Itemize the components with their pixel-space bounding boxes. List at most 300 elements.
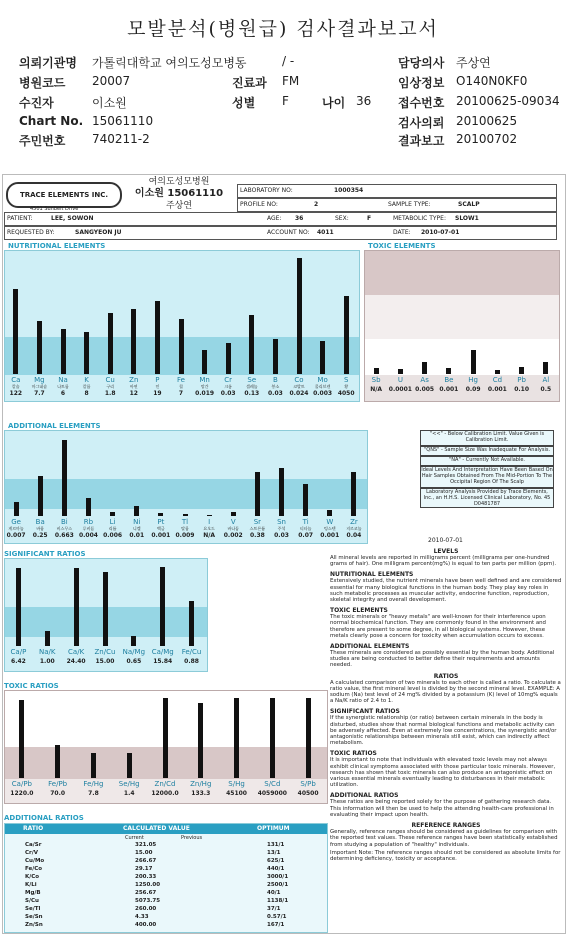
header-previous: Previous: [181, 835, 203, 841]
additional-name-pt: Pt: [157, 518, 165, 526]
nutritional-note-title: NUTRITIONAL ELEMENTS: [330, 571, 414, 579]
additional-value-ni: 0.01: [129, 532, 145, 539]
significant-bar-ca-p: [16, 568, 21, 646]
ratio-value: 256.67: [135, 890, 157, 896]
toxic-name-sb: Sb: [371, 376, 381, 384]
additional-korean-rb: 루비듐: [82, 526, 95, 531]
profile-row: PROFILE NO: 2 SAMPLE TYPE: SCALP: [237, 198, 557, 212]
nutritional-value-ca: 122: [9, 390, 23, 397]
toxic-ratio-bar-se-hg: [127, 753, 132, 778]
additional-name-li: Li: [109, 518, 116, 526]
institution-value: 가톨릭대학교 여의도성모병동: [92, 56, 247, 70]
additional-korean-tl: 탈륨: [181, 526, 189, 531]
additional-korean-ti: 티타늄: [299, 526, 312, 531]
ratio-name: Se/Sn: [25, 914, 43, 920]
ratio-name: Ca/Sr: [25, 842, 42, 848]
nutritional-value-s: 4050: [337, 390, 355, 397]
toxic-bar-be: [446, 368, 451, 374]
nutritional-bar-zn: [131, 309, 136, 374]
nutritional-korean-mg: 마그네슘: [31, 384, 48, 389]
ranges-note-title: REFERENCE RANGES: [411, 822, 481, 830]
additional-value-ti: 0.07: [298, 532, 314, 539]
levels-title: LEVELS: [433, 548, 459, 555]
additional-bar-w: [327, 510, 332, 516]
toxic-note-title: TOXIC ELEMENTS: [330, 607, 388, 615]
ratio-optimum: 2500/1: [267, 882, 289, 888]
toxic-name-hg: Hg: [468, 376, 478, 384]
patient-row: PATIENT: LEE, SOWON AGE: 36 SEX: F METABOLIC TYPE: SLOW1: [4, 212, 557, 226]
nutritional-korean-p: 인: [155, 384, 160, 389]
toxic-ratio-bar-ca-pb: [19, 700, 24, 778]
ratio-name: Cr/V: [25, 850, 39, 856]
additional-name-sn: Sn: [277, 518, 286, 526]
toxic-bar-hg: [471, 350, 476, 374]
significant-value-ca-p: 6.42: [11, 658, 26, 665]
toxic-ratio-bar-zn-cd: [163, 698, 168, 778]
ratio-value: 5073.75: [135, 898, 161, 904]
ratio-optimum: 131/1: [267, 842, 285, 848]
ratio-value: 1250.00: [135, 882, 161, 888]
additional-value-sn: 0.03: [274, 532, 289, 539]
significant-bar-ca-mg: [160, 567, 165, 646]
toxic-bar-pb: [519, 367, 524, 374]
additional-value-pt: 0.001: [151, 532, 171, 539]
additional-ratio-row: [5, 890, 327, 898]
additional-bar-ni: [134, 506, 139, 516]
dept-label: 진료과: [232, 76, 267, 90]
additional-bar-sn: [279, 468, 284, 516]
significant-name-na-mg: Na/Mg: [122, 648, 146, 656]
legend-qns: "QNS" - Sample Size Was Inadequate For Analysis.: [420, 446, 554, 456]
additional-bar-sr: [255, 472, 260, 516]
toxic-value-as: 0.005: [415, 386, 435, 393]
additional-korean-v: 바나듐: [227, 526, 240, 531]
toxic-bar-al: [543, 362, 548, 374]
additional-ratio-row: [5, 850, 327, 858]
significant-name-ca-p: Ca/P: [10, 648, 27, 656]
toxic-name-al: Al: [542, 376, 550, 384]
toxicratios-note-text: It is important to note that individuals with elevated toxic levels may not always exhibit clinical symptoms associated with those particular toxic minerals. However, research has shown that toxic minerals can also produce an antagonistic effect on various essential minerals eventually leading to disturbances in their metabolic utilization.: [330, 757, 556, 789]
significant-title: SIGNIFICANT RATIOS: [4, 550, 86, 558]
additional-korean-zr: 지르코늄: [346, 526, 362, 531]
toxic-ratio-name-s-cd: S/Cd: [264, 780, 281, 788]
additional-name-zr: Zr: [350, 518, 358, 526]
lab-address: 4501 Sunbelt Drive: [30, 206, 79, 212]
ranges-note-text: Generally, reference ranges should be considered as guidelines for comparison with the reported test values. These reference ranges have been statistically established from studying a population of "healthy" individuals.: [330, 829, 558, 848]
toxic-bars: [364, 250, 558, 374]
significant-labels: [4, 648, 206, 670]
lab-logo: TRACE ELEMENTS INC.: [6, 182, 122, 208]
nutritional-korean-k: 칼륨: [82, 384, 91, 389]
toxic-ratio-name-se-hg: Se/Hg: [118, 780, 140, 788]
significant-value-na-mg: 0.65: [126, 658, 142, 665]
patient-value: 이소원: [92, 96, 127, 110]
nutritional-korean-cr: 크롬: [224, 384, 233, 389]
ratio-name: Fe/Co: [25, 866, 43, 872]
institution-extra: / -: [282, 54, 295, 68]
ratios-note-text: A calculated comparison of two minerals to each other is called a ratio. To calculate a ratio value, the first mineral level is divided by the second mineral level. EXAMPLE: A sodium (Na) test level of 24 mg% divided by a potassium (K) level of 10mg% equals a Na/K ratio of 2.4 to 1.: [330, 679, 561, 705]
nutritional-value-mo: 0.003: [313, 390, 333, 397]
ratios-note-title: RATIOS: [433, 672, 459, 680]
patient-stamp: 여의도성모병원 이소원 15061110 주상연: [134, 177, 224, 211]
additional-ratio-row: [5, 882, 327, 890]
additional-name-tl: Tl: [181, 518, 189, 526]
additional-ratio-row: [5, 842, 327, 850]
toxic-value-cd: 0.001: [487, 386, 507, 393]
requested-row: REQUESTED BY: SANGYEON JU ACCOUNT NO: 4011 DATE: 2010-07-01: [4, 226, 557, 240]
significant-value-na-k: 1.00: [39, 658, 55, 665]
toxic-ratios-bars: [4, 690, 326, 778]
idnum-value: 740211-2: [92, 132, 150, 146]
additional-name-v: V: [230, 518, 236, 526]
additional-title: ADDITIONAL ELEMENTS: [8, 422, 101, 430]
legend-below-limit: "<<" - Below Calibration Limit. Value Given is Calibration Limit.: [420, 430, 554, 446]
toxic-note-text: The toxic minerals or "heavy metals" are well-known for their interference upon normal biochemical function. They are commonly found in the environment and therefore are present to some degree, in all biological systems. However, these metals clearly pose a concern for toxicity when accumulation occurs to excess.: [330, 614, 546, 639]
ratio-value: 400.00: [135, 922, 157, 928]
nutritional-korean-ca: 칼슘: [11, 384, 20, 389]
nutritional-bars: [4, 250, 358, 374]
significant-name-ca-k: Ca/K: [68, 648, 85, 656]
nutritional-korean-fe: 철: [179, 384, 183, 389]
toxic-ratio-value-fe-pb: 70.0: [50, 790, 66, 797]
additional-name-ge: Ge: [11, 518, 21, 526]
significant-name-fe-cu: Fe/Cu: [181, 648, 202, 656]
additional-bar-rb: [86, 498, 91, 516]
ratio-value: 266.67: [135, 858, 157, 864]
hospital-code-value: 20007: [92, 74, 131, 88]
report-label: 결과보고: [398, 134, 445, 148]
nutritional-bar-mn: [202, 350, 207, 374]
toxic-value-al: 0.5: [540, 386, 552, 393]
toxic-name-cd: Cd: [492, 376, 503, 384]
toxic-ratio-value-ca-pb: 1220.0: [10, 790, 34, 797]
report-value: 20100702: [456, 132, 518, 146]
legend-na: "NA" - Currently Not Available.: [420, 456, 554, 466]
additional-value-w: 0.001: [320, 532, 340, 539]
additional-note-text: These minerals are considered as possibly essential by the human body. Additional studies are being conducted to better define their requirements and amounts needed.: [330, 650, 555, 669]
nutritional-bar-co: [297, 258, 302, 374]
legend-ideal-levels: Ideal Levels And Interpretation Have Been Based On Hair Samples Obtained From The Mid-Portion To The Occipital Region Of The Scalp: [420, 466, 554, 488]
toxic-ratio-value-fe-hg: 7.8: [88, 790, 99, 797]
age-value: 36: [356, 94, 372, 108]
additional-korean-w: 텅스텐: [323, 526, 336, 531]
additional-bar-ba: [38, 476, 43, 516]
chart-label: Chart No.: [19, 114, 84, 128]
additional-name-i: I: [208, 518, 211, 526]
additional-bar-i: [207, 515, 212, 516]
nutritional-korean-mo: 몰리브덴: [314, 384, 331, 389]
nutritional-title: NUTRITIONAL ELEMENTS: [8, 242, 106, 250]
ratio-optimum: 1138/1: [267, 898, 289, 904]
ratio-value: 260.00: [135, 906, 157, 912]
additional-korean-sr: 스트론튬: [249, 526, 266, 531]
ratio-optimum: 40/1: [267, 890, 281, 896]
significant-name-na-k: Na/K: [39, 648, 56, 656]
additional-name-ni: Ni: [133, 518, 141, 526]
additional-ratio-row: [5, 866, 327, 874]
nutritional-bar-p: [155, 301, 160, 374]
ratio-name: K/Li: [25, 882, 37, 888]
nutritional-name-s: S: [343, 376, 349, 384]
additional-value-i: N/A: [203, 532, 216, 539]
ratio-name: Se/Tl: [25, 906, 41, 912]
ratio-name: Cu/Mo: [25, 858, 45, 864]
ratio-name: K/Co: [25, 874, 40, 880]
additional-korean-sn: 주석: [277, 526, 286, 531]
toxic-value-pb: 0.10: [514, 386, 530, 393]
toxic-ratio-name-ca-pb: Ca/Pb: [11, 780, 32, 788]
nutritional-korean-se: 셀레늄: [246, 384, 258, 389]
nutritional-korean-b: 붕소: [271, 384, 280, 389]
ratio-optimum: 440/1: [267, 866, 285, 872]
significant-bars: [4, 558, 206, 646]
toxic-bar-sb: [374, 368, 379, 374]
toxic-ratio-name-zn-hg: Zn/Hg: [190, 780, 212, 788]
nutritional-korean-mn: 망간: [200, 384, 209, 389]
age-label: 나이: [322, 96, 346, 110]
toxic-value-hg: 0.09: [465, 386, 481, 393]
legend-lab-license: Laboratory Analysis Provided by Trace Elements, Inc., an H.H.S. Licensed Clinical Laboratory, No. 45 D0481787: [420, 488, 554, 508]
receipt-value: 20100625-09034: [456, 94, 560, 108]
toxic-ratio-value-s-hg: 45100: [226, 790, 247, 797]
additional-bar-li: [110, 512, 115, 516]
ratio-optimum: 0.57/1: [267, 914, 287, 920]
additional-value-v: 0.002: [223, 532, 243, 539]
nutritional-value-co: 0.024: [289, 390, 309, 397]
additional-bar-v: [231, 512, 236, 516]
ratio-value: 29.17: [135, 866, 153, 872]
nutritional-labels: [4, 376, 358, 400]
nutritional-bar-b: [273, 339, 278, 374]
additional-ratio-row: [5, 874, 327, 882]
ratio-optimum: 37/1: [267, 906, 281, 912]
nutritional-name-zn: Zn: [129, 376, 139, 384]
significant-value-zn-cu: 15.00: [95, 658, 115, 665]
toxic-bar-u: [398, 369, 403, 374]
dept-value: FM: [282, 74, 300, 88]
nutritional-value-zn: 12: [129, 390, 138, 397]
doctor-value: 주상연: [456, 56, 491, 70]
nutritional-bar-na: [61, 329, 66, 374]
significant-name-zn-cu: Zn/Cu: [94, 648, 116, 656]
toxic-ratios-labels: [4, 780, 326, 802]
nutritional-name-mn: Mn: [199, 376, 210, 384]
additional-name-rb: Rb: [83, 518, 94, 526]
toxic-name-u: U: [397, 376, 403, 384]
additional-value-tl: 0.009: [175, 532, 195, 539]
nutritional-name-se: Se: [247, 376, 257, 384]
additional-korean-ni: 니켈: [132, 526, 141, 531]
additional-korean-ge: 게르마늄: [8, 526, 24, 531]
nutritional-name-ca: Ca: [11, 376, 21, 384]
toxic-labels: [364, 376, 558, 400]
ratio-value: 321.05: [135, 842, 157, 848]
nutritional-bar-s: [344, 296, 349, 374]
nutritional-value-mn: 0.019: [195, 390, 215, 397]
nutritional-name-p: P: [155, 376, 160, 384]
additional-value-rb: 0.004: [78, 532, 98, 539]
nutritional-name-b: B: [272, 376, 278, 384]
toxic-ratios-title: TOXIC RATIOS: [4, 682, 59, 690]
additional-value-sr: 0.38: [249, 532, 265, 539]
significant-value-ca-k: 24.40: [66, 658, 86, 665]
ratio-value: 15.00: [135, 850, 153, 856]
toxic-bar-as: [422, 362, 427, 374]
chart-value: 15061110: [92, 114, 154, 128]
nutritional-value-cu: 1.8: [104, 390, 116, 397]
nutritional-value-b: 0.03: [267, 390, 283, 397]
levels-text: All mineral levels are reported in milligrams percent (milligrams per one-hundred grams of hair). One milligram percent(mg%) is equal to ten parts per million (ppm).: [330, 555, 557, 568]
significant-name-ca-mg: Ca/Mg: [151, 648, 174, 656]
nutritional-name-na: Na: [58, 376, 68, 384]
additional-ratio-row: [5, 914, 327, 922]
sex-label: 성별: [232, 96, 256, 110]
nutritional-bar-cu: [108, 313, 113, 374]
toxic-value-u: 0.0001: [388, 386, 412, 393]
nutritional-korean-cu: 구리: [106, 384, 115, 389]
notes-column: [330, 548, 562, 932]
toxic-ratio-name-fe-hg: Fe/Hg: [83, 780, 104, 788]
additional-name-w: W: [326, 518, 334, 526]
sex-value: F: [282, 94, 289, 108]
additional-name-ba: Ba: [35, 518, 45, 526]
request-value: 20100625: [456, 114, 518, 128]
toxic-ratio-value-s-cd: 4059000: [257, 790, 287, 797]
additional-ratio-row: [5, 858, 327, 866]
addratios-note-title: ADDITIONAL RATIOS: [330, 792, 399, 800]
nutritional-name-co: Co: [294, 376, 304, 384]
lab-no-row: LABORATORY NO: 1000354: [237, 184, 557, 198]
nutritional-value-cr: 0.03: [220, 390, 236, 397]
significant-value-fe-cu: 0.88: [184, 658, 199, 665]
toxic-name-pb: Pb: [517, 376, 526, 384]
request-label: 검사의뢰: [398, 116, 445, 130]
additional-bar-zr: [351, 472, 356, 516]
toxic-ratio-name-zn-cd: Zn/Cd: [154, 780, 176, 788]
nutritional-korean-co: 코발트: [293, 384, 305, 389]
addratios-note-text: These ratios are being reported solely for the purpose of gathering research data. This information will then be used to help the attending health-care professional in evaluating their impact upon health.: [330, 799, 554, 818]
additional-bar-pt: [158, 513, 163, 516]
toxic-ratio-name-s-pb: S/Pb: [300, 780, 316, 788]
toxic-bar-cd: [495, 370, 500, 374]
nutritional-value-p: 19: [153, 390, 162, 397]
significant-bar-fe-cu: [189, 601, 194, 646]
nutritional-bar-ca: [13, 289, 18, 374]
additional-korean-ba: 바륨: [36, 526, 45, 531]
toxic-name-as: As: [420, 376, 429, 384]
ratio-name: Mg/B: [25, 890, 41, 896]
additional-korean-i: 요오드: [203, 526, 215, 531]
additional-name-sr: Sr: [253, 518, 262, 526]
toxic-value-sb: N/A: [370, 386, 383, 393]
additional-bar-ge: [14, 502, 19, 516]
additional-ratios-table: [4, 823, 328, 933]
report-date: 2010-07-01: [428, 537, 463, 544]
institution-label: 의뢰기관명: [19, 56, 77, 70]
ratio-value: 4.33: [135, 914, 149, 920]
significant-bar-ca-k: [74, 568, 79, 646]
nutritional-bar-cr: [226, 343, 231, 374]
ratio-optimum: 625/1: [267, 858, 285, 864]
additional-value-zr: 0.04: [346, 532, 362, 539]
toxic-ratio-value-s-pb: 40500: [297, 790, 319, 797]
receipt-label: 접수번호: [398, 96, 445, 110]
toxic-ratio-value-zn-cd: 12000.0: [151, 790, 179, 797]
toxic-ratio-bar-s-hg: [234, 698, 239, 778]
additional-labels: [4, 518, 366, 542]
additional-value-bi: 0.663: [54, 532, 74, 539]
significant-value-ca-mg: 15.84: [153, 658, 173, 665]
nutritional-korean-s: 황: [344, 384, 349, 389]
additional-value-ba: 0.25: [32, 532, 48, 539]
toxicratios-note-title: TOXIC RATIOS: [330, 750, 377, 758]
ratio-optimum: 3000/1: [267, 874, 289, 880]
doctor-label: 담당의사: [398, 56, 445, 70]
toxic-ratio-name-s-hg: S/Hg: [228, 780, 245, 788]
nutritional-value-k: 8: [84, 390, 89, 397]
significant-bar-na-mg: [131, 636, 136, 646]
nutritional-name-fe: Fe: [177, 376, 185, 384]
patient-label: 수진자: [19, 96, 54, 110]
additional-value-li: 0.006: [103, 532, 123, 539]
nutritional-value-na: 6: [60, 390, 66, 397]
ratio-optimum: 167/1: [267, 922, 285, 928]
header-current: Current: [125, 835, 144, 841]
toxic-ratio-value-zn-hg: 133.3: [191, 790, 211, 797]
nutritional-note-text: Extensively studied, the nutrient minerals have been well defined and are considered essential for many biological functions in the human body. They play key roles in such metabolic processes as muscular activity, endocrine function, reproduction, skeletal integrity and overall development.: [330, 578, 562, 604]
additional-korean-pt: 백금: [156, 526, 165, 531]
nutritional-bar-k: [84, 332, 89, 374]
additional-ratios-title: ADDITIONAL RATIOS: [4, 814, 84, 822]
toxic-value-be: 0.001: [439, 386, 459, 393]
ratio-optimum: 13/1: [267, 850, 281, 856]
nutritional-korean-na: 나트륨: [57, 384, 69, 389]
nutritional-name-cu: Cu: [105, 376, 115, 384]
additional-bars: [4, 430, 366, 516]
toxic-title: TOXIC ELEMENTS: [368, 242, 436, 250]
nutritional-name-cr: Cr: [224, 376, 233, 384]
nutritional-value-se: 0.13: [244, 390, 260, 397]
hospital-code-label: 병원코드: [19, 76, 66, 90]
nutritional-bar-fe: [179, 319, 184, 374]
significant-note-text: If the synergistic relationship (or ratio) between certain minerals in the body is disturbed, studies show that normal biological functions and metabolic activity can be adversely affected. Even at extremely low concentrations, the synergistic and/or antagonistic relationships between minerals still exist, which can indirectly affect metabolism.: [330, 715, 557, 747]
toxic-ratio-bar-fe-pb: [55, 745, 60, 778]
important-note-text: Important Note: The reference ranges should not be considered as absolute limits for determining deficiency, toxicity or acceptance.: [330, 849, 561, 862]
significant-bar-zn-cu: [103, 572, 108, 646]
toxic-ratio-name-fe-pb: Fe/Pb: [48, 780, 68, 788]
toxic-ratio-bar-s-pb: [306, 698, 311, 778]
nutritional-korean-zn: 아연: [129, 384, 138, 389]
toxic-ratio-bar-zn-hg: [198, 703, 203, 778]
additional-note-title: ADDITIONAL ELEMENTS: [330, 643, 410, 651]
nutritional-bar-se: [249, 315, 254, 374]
toxic-name-be: Be: [444, 376, 454, 384]
nutritional-bar-mo: [320, 341, 325, 374]
additional-value-ge: 0.007: [6, 532, 26, 539]
additional-ratio-row: [5, 922, 327, 930]
additional-name-ti: Ti: [302, 518, 309, 526]
clinical-value: O140N0KF0: [456, 74, 528, 88]
nutritional-value-fe: 7: [178, 390, 184, 397]
document-title: 모발분석(병원급) 검사결과보고서: [127, 18, 439, 40]
ratio-value: 200.33: [135, 874, 157, 880]
additional-bar-ti: [303, 484, 308, 516]
additional-name-bi: Bi: [60, 518, 68, 526]
significant-bar-na-k: [45, 631, 50, 646]
nutritional-name-mg: Mg: [34, 376, 45, 384]
additional-ratio-row: [5, 906, 327, 914]
toxic-ratio-bar-s-cd: [270, 698, 275, 778]
